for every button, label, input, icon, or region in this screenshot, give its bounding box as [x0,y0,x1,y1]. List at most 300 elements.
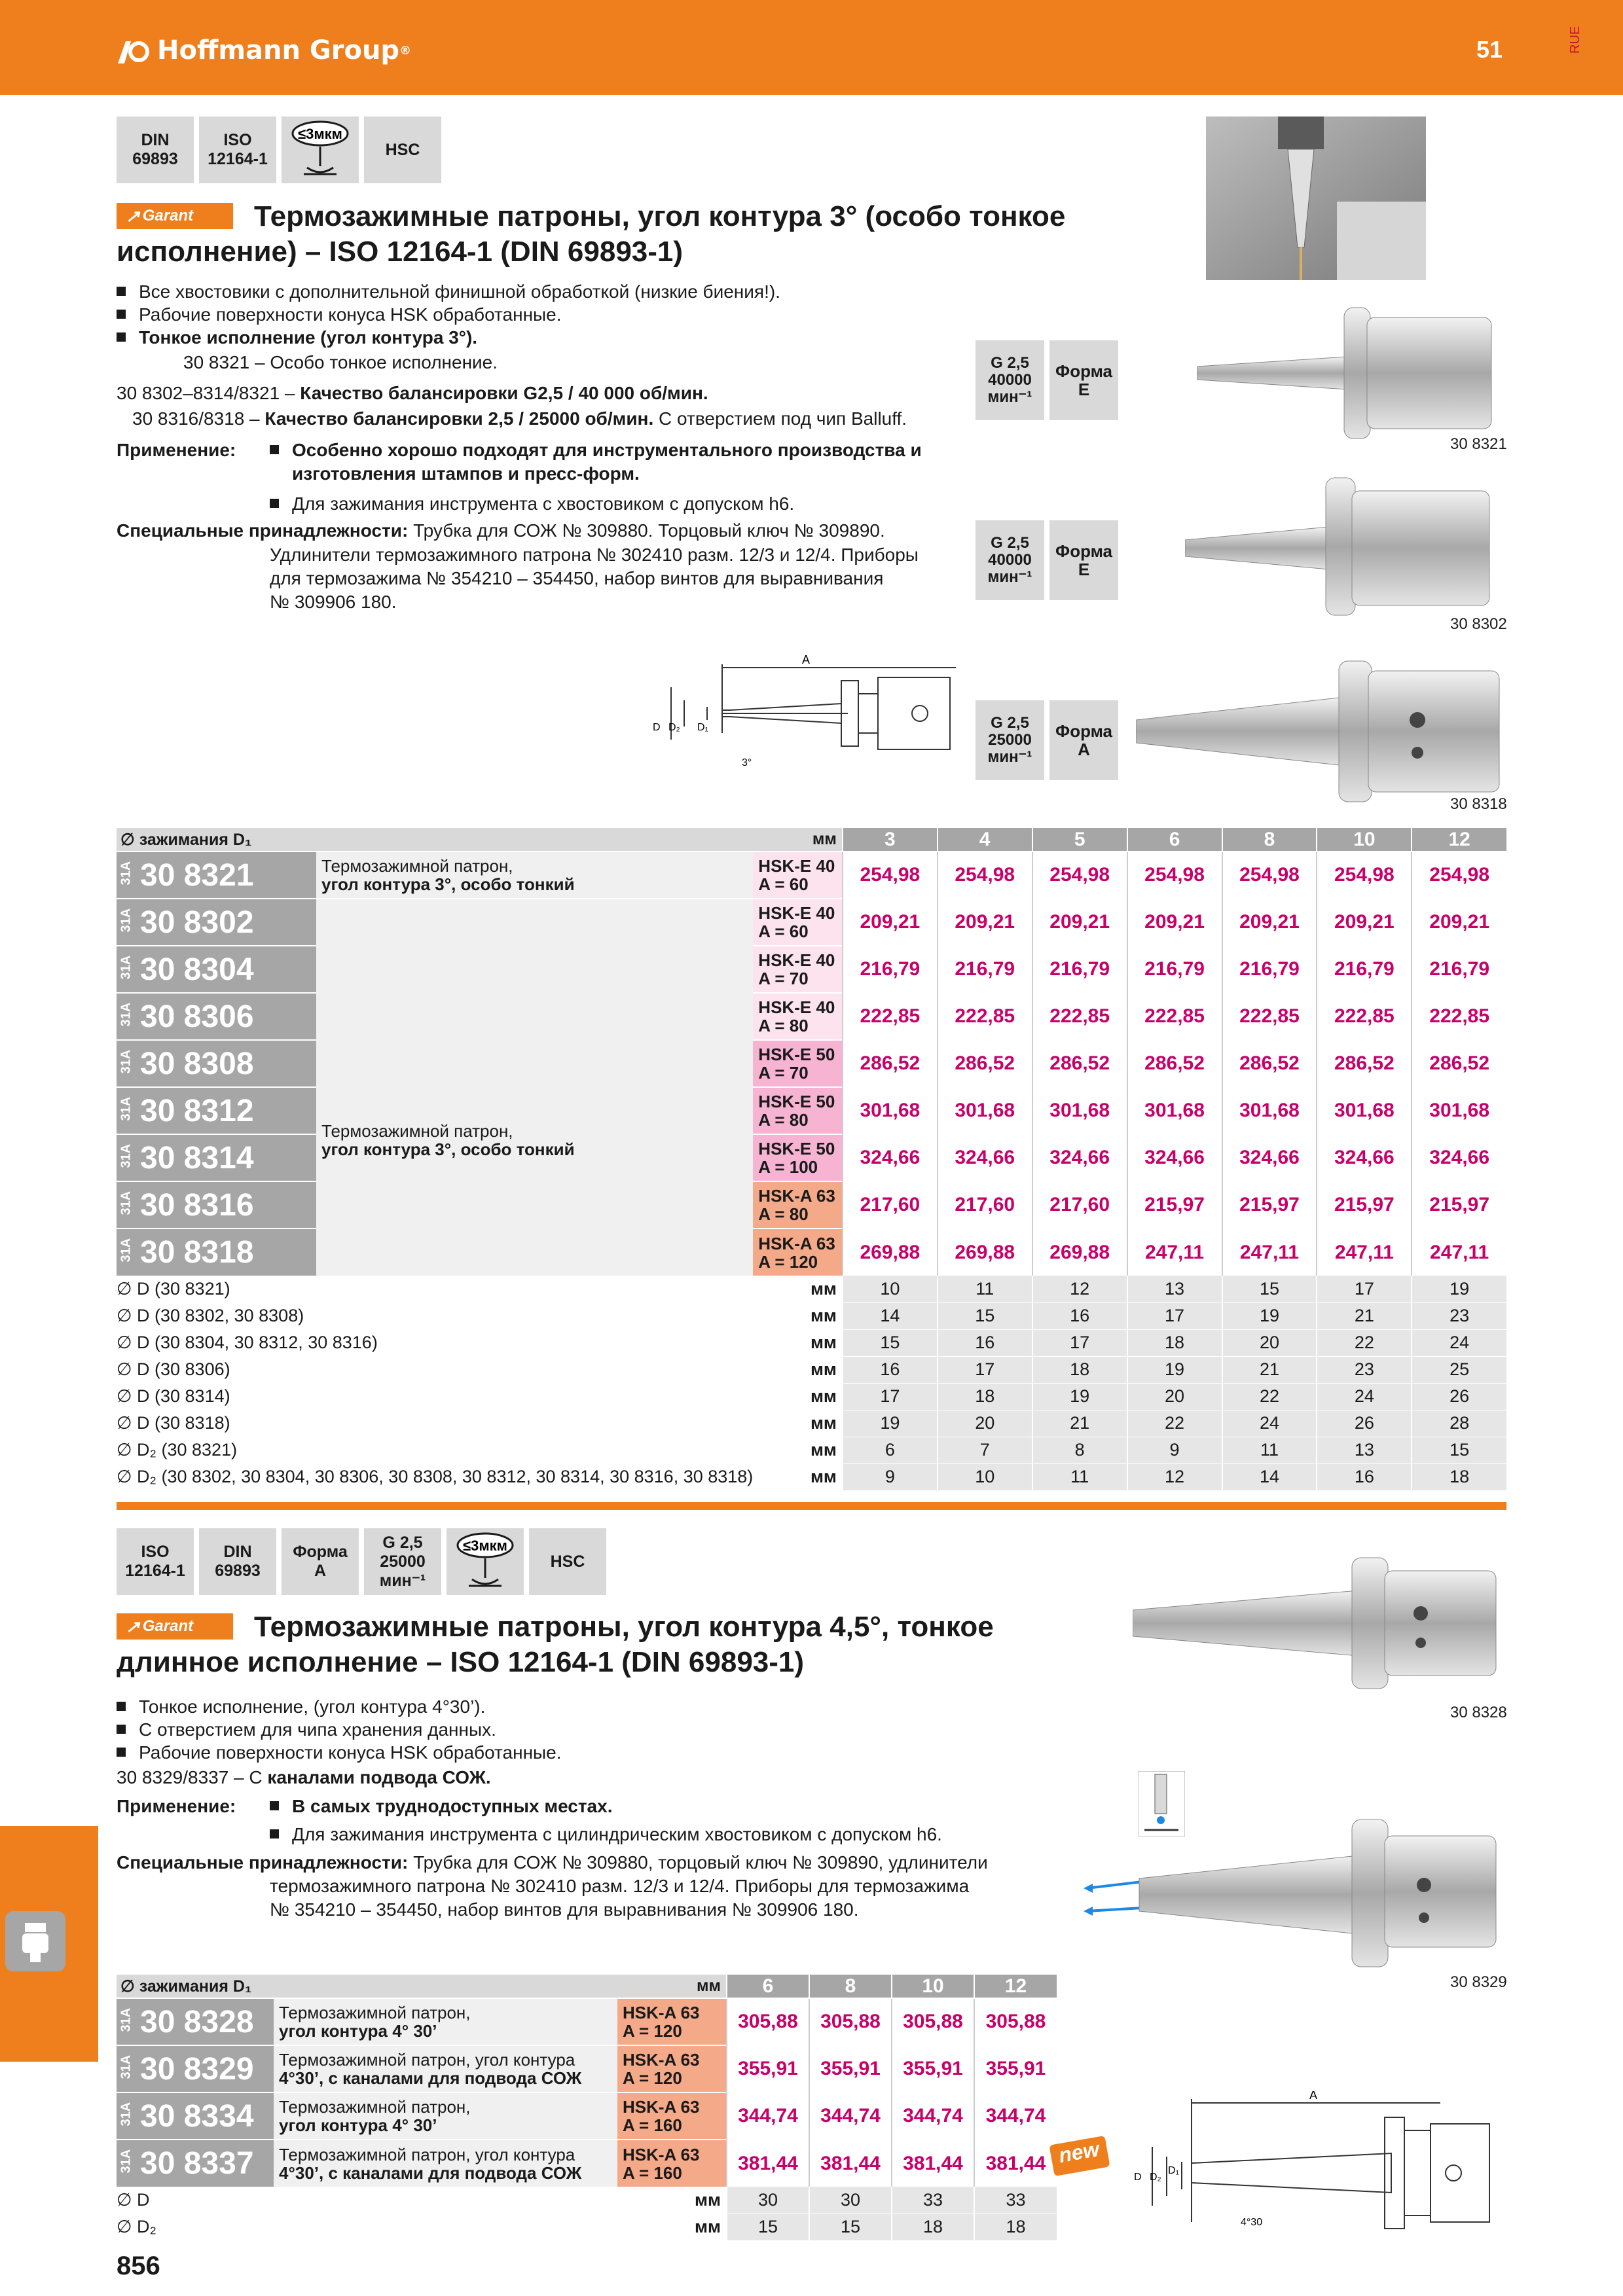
dimension-label: ∅ D [117,2187,617,2214]
price-cell[interactable]: 222,85 [843,993,938,1040]
article-number[interactable]: 31A 30 8318 [117,1229,316,1276]
price-cell[interactable]: 344,74 [727,2092,809,2140]
badge-din: DIN 69893 [117,117,194,183]
unit-label: мм [753,1410,843,1437]
dimension-label: ∅ D (30 8304, 30 8312, 30 8316) [117,1329,753,1356]
price-cell[interactable]: 247,11 [1412,1229,1506,1276]
unit-label: мм [753,828,843,852]
price-cell[interactable]: 216,79 [1032,946,1127,993]
dimension-value: 33 [892,2187,974,2214]
table-row[interactable] [117,2140,1057,2187]
price-cell[interactable]: 222,85 [1222,993,1317,1040]
price-cell[interactable]: 301,68 [1032,1087,1127,1134]
dimension-value: 30 [809,2187,892,2214]
badge-iso-2: ISO 12164-1 [117,1528,194,1595]
image-caption-308329: 30 8329 [1450,1973,1507,1991]
price-cell[interactable]: 254,98 [1127,852,1222,899]
price-cell[interactable]: 209,21 [938,899,1032,946]
hsk-size: HSK-E 50 A = 80 [753,1087,843,1134]
page-number: 51 [1476,36,1503,63]
dimension-value: 11 [1032,1463,1127,1490]
dimension-row [117,2187,1057,2214]
dimension-value: 19 [843,1410,938,1437]
s1-balance-1: 30 8302–8314/8321 – Качество балансировки G2,5 / 40 000 об/мин. [117,383,708,403]
table-row[interactable] [117,2092,1057,2140]
badge-hsc-2: HSC [529,1528,606,1595]
dimension-label: ∅ D (30 8318) [117,1410,753,1437]
chuck-image-308328 [1133,1554,1506,1692]
price-cell[interactable]: 216,79 [1127,946,1222,993]
dimension-row [117,1463,1506,1490]
s1-application-label: Применение: [117,440,236,460]
dimension-value: 19 [1412,1276,1506,1302]
unit-label: мм [753,1463,843,1490]
dimension-value: 20 [1127,1383,1222,1410]
article-number[interactable]: 31A 30 8312 [117,1087,316,1134]
dimension-label: ∅ D (30 8302, 30 8308) [117,1302,753,1329]
form-box-1: Форма E [1049,340,1118,420]
price-cell[interactable]: 216,79 [843,946,938,993]
hsk-size: HSK-A 63 A = 120 [617,1998,727,2045]
price-table-1 [117,828,1506,1491]
s2-application-2: Для зажимания инструмента с цилиндрическим хвостовиком с допуском h6. [270,1823,942,1846]
chuck-image-308318 [1136,655,1509,808]
dimension-value: 19 [1222,1302,1317,1329]
column-header: 10 [892,1975,974,1998]
dimension-value: 14 [1222,1463,1317,1490]
price-cell[interactable]: 344,74 [974,2092,1057,2140]
svg-text:A: A [1309,2091,1318,2102]
column-header: 6 [1127,828,1222,852]
runout-icon [452,1532,518,1591]
price-cell[interactable]: 301,68 [843,1087,938,1134]
dimension-row [117,1437,1506,1463]
price-cell[interactable]: 286,52 [843,1040,938,1087]
chuck-image-308329 [1084,1813,1506,1973]
dimension-value: 28 [1412,1410,1506,1437]
price-cell[interactable]: 355,91 [727,2045,809,2092]
price-cell[interactable]: 286,52 [1032,1040,1127,1087]
article-number[interactable]: 31A 30 8304 [117,946,316,993]
s2-accessories-l1: Специальные принадлежности: Трубка для СОЖ № 309880, торцовый ключ № 309890, удлинители [117,1852,988,1873]
new-badge: new [1049,2136,1110,2176]
article-number[interactable]: 31A 30 8306 [117,993,316,1040]
table-header-row [117,828,1506,852]
hsk-size: HSK-E 50 A = 100 [753,1134,843,1181]
price-cell[interactable]: 344,74 [892,2092,974,2140]
dimension-value: 9 [1127,1437,1222,1463]
column-header: 8 [809,1975,892,1998]
article-number[interactable]: 31A 30 8316 [117,1181,316,1229]
price-cell[interactable]: 254,98 [1032,852,1127,899]
garant-logo-icon: ↗ [126,1616,140,1636]
svg-text:D₁: D₁ [1168,2165,1179,2176]
column-header: 5 [1032,828,1127,852]
section1-title-l1: Термозажимные патроны, угол контура 3° (особо тонкое [254,200,1066,232]
section1-title-l2: исполнение) – ISO 12164-1 (DIN 69893-1) [117,236,684,268]
table-row[interactable] [117,1998,1057,2045]
image-caption-308302: 30 8302 [1450,615,1507,633]
price-cell[interactable]: 286,52 [938,1040,1032,1087]
dimension-value: 17 [938,1356,1032,1383]
svg-text:D: D [1134,2172,1142,2183]
table-row[interactable] [117,899,1506,946]
brand-logo[interactable]: Hoffmann Group ® [117,34,411,67]
price-cell[interactable]: 344,74 [809,2092,892,2140]
clamp-diameter-label: ∅ зажимания D₁ [117,828,753,852]
column-header: 12 [974,1975,1057,1998]
dimension-value: 17 [1127,1302,1222,1329]
form-box-2: Форма E [1049,520,1118,600]
dimension-value: 33 [974,2187,1057,2214]
badge-g25-2: G 2,5 25000 мин⁻¹ [364,1528,441,1595]
dimension-value: 16 [938,1329,1032,1356]
price-cell[interactable]: 222,85 [1032,993,1127,1040]
language-code: RUE [1568,26,1582,54]
hsk-size: HSK-A 63 A = 120 [617,2045,727,2092]
price-cell[interactable]: 355,91 [809,2045,892,2092]
svg-text:3°: 3° [742,757,752,768]
brand-name: Hoffmann Group [157,35,400,65]
s1-accessories-l4: № 309906 180. [270,592,397,612]
dimension-value: 19 [1127,1356,1222,1383]
svg-text:A: A [802,653,811,666]
price-cell[interactable]: 286,52 [1412,1040,1506,1087]
dimension-label: ∅ D (30 8314) [117,1383,753,1410]
dimension-value: 6 [843,1437,938,1463]
price-cell[interactable]: 209,21 [843,899,938,946]
dimension-value: 12 [1127,1463,1222,1490]
technical-drawing-2 [1126,2091,1506,2251]
price-cell[interactable]: 324,66 [1222,1134,1317,1181]
price-cell[interactable]: 216,79 [1412,946,1506,993]
section2-title-l2: длинное исполнение – ISO 12164-1 (DIN 69893-1) [117,1646,805,1678]
dimension-row [117,1356,1506,1383]
article-number[interactable]: 31A 30 8329 [117,2045,274,2092]
table-row[interactable] [117,2045,1057,2092]
dimension-row [117,2214,1057,2240]
dimension-row [117,1329,1506,1356]
price-cell[interactable]: 209,21 [1127,899,1222,946]
price-cell[interactable]: 222,85 [938,993,1032,1040]
badge-hsc: HSC [364,117,441,183]
dimension-value: 24 [1317,1383,1412,1410]
s1-accessories-l3: для термозажима № 354210 – 354450, набор винтов для выравнивания [270,568,884,588]
section-divider [117,1502,1506,1510]
price-cell[interactable]: 286,52 [1317,1040,1412,1087]
price-cell[interactable]: 254,98 [938,852,1032,899]
price-cell[interactable]: 324,66 [843,1134,938,1181]
dimension-value: 13 [1317,1437,1412,1463]
unit-label: мм [753,1302,843,1329]
dimension-value: 25 [1412,1356,1506,1383]
dimension-label: ∅ D (30 8321) [117,1276,753,1302]
row-description: Термозажимной патрон, угол контура 4° 30’ [274,2092,617,2140]
dimension-value: 15 [1222,1276,1317,1302]
row-description: Термозажимной патрон, угол контура 4°30’, с каналами для подвода СОЖ [274,2140,617,2187]
hsk-size: HSK-E 40 A = 60 [753,899,843,946]
dimension-value: 24 [1222,1410,1317,1437]
dimension-value: 18 [1412,1463,1506,1490]
dimension-value: 16 [1032,1302,1127,1329]
price-cell[interactable]: 247,11 [1222,1229,1317,1276]
s1-bullet-3: Тонкое исполнение (угол контура 3°). [117,326,477,349]
garant-brand-2: ↗ Garant [117,1613,233,1640]
balance-box-2: G 2,5 40000 мин⁻¹ [976,520,1044,600]
table-row[interactable] [117,852,1506,899]
column-header: 12 [1412,828,1506,852]
column-header: 6 [727,1975,809,1998]
price-cell[interactable]: 254,98 [1222,852,1317,899]
article-number[interactable]: 31A 30 8328 [117,1998,274,2045]
dimension-value: 11 [1222,1437,1317,1463]
s1-bullet-1: Все хвостовики с дополнительной финишной обработкой (низкие биения!). [117,280,780,303]
price-cell[interactable]: 216,79 [1222,946,1317,993]
badge-iso: ISO 12164-1 [199,117,276,183]
price-cell[interactable]: 215,97 [1412,1181,1506,1229]
article-number[interactable]: 31A 30 8308 [117,1040,316,1087]
price-cell[interactable]: 355,91 [974,2045,1057,2092]
svg-text:≤3мкм: ≤3мкм [298,126,342,142]
dimension-value: 7 [938,1437,1032,1463]
balance-box-1: G 2,5 40000 мин⁻¹ [976,340,1044,420]
dimension-value: 8 [1032,1437,1127,1463]
dimension-value: 15 [809,2214,892,2240]
price-cell[interactable]: 216,79 [1317,946,1412,993]
price-cell[interactable]: 254,98 [1412,852,1506,899]
svg-text:D₁: D₁ [697,722,708,733]
svg-text:≤3мкм: ≤3мкм [463,1537,507,1554]
hsk-size: HSK-A 63 A = 160 [617,2140,727,2187]
price-cell[interactable]: 305,88 [727,1998,809,2045]
dimension-value: 21 [1032,1410,1127,1437]
article-number[interactable]: 31A 30 8314 [117,1134,316,1181]
s1-application-2: Для зажимания инструмента с хвостовиком с допуском h6. [270,492,794,515]
price-cell[interactable]: 381,44 [974,2140,1057,2187]
dimension-value: 22 [1222,1383,1317,1410]
price-cell[interactable]: 216,79 [938,946,1032,993]
price-cell[interactable]: 269,88 [938,1229,1032,1276]
article-number[interactable]: 31A 30 8321 [117,852,316,899]
s1-accessories-l1: Специальные принадлежности: Трубка для СОЖ № 309880. Торцовый ключ № 309890. [117,520,885,541]
price-cell[interactable]: 222,85 [1317,993,1412,1040]
price-cell[interactable]: 254,98 [1317,852,1412,899]
dimension-value: 17 [843,1383,938,1410]
unit-label: мм [617,1975,727,1998]
garant-logo-icon: ↗ [126,206,140,226]
dimension-value: 16 [843,1356,938,1383]
s1-bullet-2: Рабочие поверхности конуса HSK обработанные. [117,303,562,326]
dimension-value: 21 [1222,1356,1317,1383]
technical-drawing-1 [645,648,992,812]
price-cell[interactable]: 217,60 [1032,1181,1127,1229]
dimension-value: 18 [974,2214,1057,2240]
garant-brand: ↗ Garant [117,203,233,229]
price-cell[interactable]: 324,66 [1317,1134,1412,1181]
hsk-size: HSK-E 40 A = 60 [753,852,843,899]
price-cell[interactable]: 222,85 [1412,993,1506,1040]
price-cell[interactable]: 247,11 [1317,1229,1412,1276]
dimension-value: 26 [1317,1410,1412,1437]
dimension-value: 11 [938,1276,1032,1302]
s2-bullet-1: Тонкое исполнение, (угол контура 4°30’). [117,1695,485,1718]
svg-text:4°30: 4°30 [1241,2217,1263,2228]
price-cell[interactable]: 269,88 [1032,1229,1127,1276]
image-caption-308321: 30 8321 [1450,435,1507,453]
price-cell[interactable]: 254,98 [843,852,938,899]
hsk-size: HSK-A 63 A = 120 [753,1229,843,1276]
price-cell[interactable]: 301,68 [938,1087,1032,1134]
price-cell[interactable]: 301,68 [1412,1087,1506,1134]
hsk-size: HSK-A 63 A = 160 [617,2092,727,2140]
form-box-3: Форма A [1049,700,1118,780]
dimension-value: 15 [843,1329,938,1356]
dimension-value: 17 [1032,1329,1127,1356]
price-cell[interactable]: 305,88 [809,1998,892,2045]
svg-text:D₂: D₂ [668,722,680,733]
price-cell[interactable]: 324,66 [938,1134,1032,1181]
badge-din-2: DIN 69893 [199,1528,276,1595]
column-header: 8 [1222,828,1317,852]
price-cell[interactable]: 222,85 [1127,993,1222,1040]
dimension-value: 18 [1127,1329,1222,1356]
price-cell[interactable]: 324,66 [1127,1134,1222,1181]
hsk-size: HSK-E 40 A = 70 [753,946,843,993]
price-cell[interactable]: 247,11 [1127,1229,1222,1276]
price-cell[interactable]: 381,44 [809,2140,892,2187]
price-cell[interactable]: 286,52 [1222,1040,1317,1087]
price-cell[interactable]: 324,66 [1032,1134,1127,1181]
dimension-value: 13 [1127,1276,1222,1302]
column-header: 4 [938,828,1032,852]
image-caption-308318: 30 8318 [1450,795,1507,813]
price-cell[interactable]: 324,66 [1412,1134,1506,1181]
price-cell[interactable]: 305,88 [892,1998,974,2045]
balance-box-3: G 2,5 25000 мин⁻¹ [976,700,1044,780]
price-cell[interactable]: 301,68 [1317,1087,1412,1134]
s2-bullet-3: Рабочие поверхности конуса HSK обработанные. [117,1741,562,1764]
table-header-row [117,1975,1057,1998]
price-cell[interactable]: 305,88 [974,1998,1057,2045]
hsk-size: HSK-E 40 A = 80 [753,993,843,1040]
article-number[interactable]: 31A 30 8302 [117,899,316,946]
unit-label: мм [753,1276,843,1302]
dimension-label: ∅ D₂ (30 8321) [117,1437,753,1463]
unit-label: мм [617,2214,727,2240]
dimension-value: 21 [1317,1302,1412,1329]
clamp-diameter-label: ∅ зажимания D₁ [117,1975,617,1998]
dimension-row [117,1383,1506,1410]
dimension-value: 19 [1032,1383,1127,1410]
s2-coolant-note: 30 8329/8337 – С каналами подвода СОЖ. [117,1767,491,1787]
price-cell[interactable]: 209,21 [1412,899,1506,946]
dimension-value: 10 [843,1276,938,1302]
hsk-size: HSK-E 50 A = 70 [753,1040,843,1087]
price-cell[interactable]: 301,68 [1222,1087,1317,1134]
dimension-value: 15 [1412,1437,1506,1463]
dimension-value: 20 [938,1410,1032,1437]
dimension-value: 18 [1032,1356,1127,1383]
column-header: 10 [1317,828,1412,852]
price-cell[interactable]: 286,52 [1127,1040,1222,1087]
s2-application-1: В самых труднодоступных местах. [270,1795,612,1818]
section2-title-l1: Термозажимные патроны, угол контура 4,5°, тонкое [254,1611,994,1643]
chuck-image-308302 [1185,471,1506,622]
runout-icon [287,120,353,179]
dimension-label: ∅ D₂ (30 8302, 30 8304, 30 8306, 30 8308, 30 8312, 30 8314, 30 8316, 30 8318) [117,1463,753,1490]
unit-label: мм [753,1329,843,1356]
row-description-group: Термозажимной патрон, угол контура 3°, особо тонкий [316,899,753,1276]
s1-balance-2: 30 8316/8318 – Качество балансировки 2,5 / 25000 об/мин. С отверстием под чип Balluff. [132,408,907,429]
dimension-value: 24 [1412,1329,1506,1356]
dimension-value: 15 [938,1302,1032,1329]
dimension-value: 18 [938,1383,1032,1410]
s1-application-1b: изготовления штампов и пресс-форм. [292,463,640,484]
price-cell[interactable]: 215,97 [1127,1181,1222,1229]
price-cell[interactable]: 269,88 [843,1229,938,1276]
dimension-value: 23 [1412,1302,1506,1329]
footer-page-number: 856 [117,2251,160,2280]
image-caption-308328: 30 8328 [1450,1704,1507,1721]
dimension-value: 16 [1317,1463,1412,1490]
article-number[interactable]: 31A 30 8337 [117,2140,274,2187]
dimension-value: 12 [1032,1276,1127,1302]
price-cell[interactable]: 215,97 [1317,1181,1412,1229]
dimension-value: 26 [1412,1383,1506,1410]
dimension-value: 22 [1317,1329,1412,1356]
dimension-row [117,1276,1506,1302]
row-description: Термозажимной патрон, угол контура 4° 30’ [274,1998,617,2045]
section2-badges [117,1528,606,1595]
price-cell[interactable]: 217,60 [938,1181,1032,1229]
price-cell[interactable]: 381,44 [892,2140,974,2187]
price-cell[interactable]: 217,60 [843,1181,938,1229]
price-cell[interactable]: 355,91 [892,2045,974,2092]
s2-application-label: Применение: [117,1796,236,1816]
price-cell[interactable]: 209,21 [1317,899,1412,946]
dimension-label: ∅ D (30 8306) [117,1356,753,1383]
hoffmann-logo-icon [117,36,151,65]
dimension-value: 18 [892,2214,974,2240]
dimension-value: 9 [843,1463,938,1490]
unit-label: мм [617,2187,727,2214]
s1-note-8321: 30 8321 – Особо тонкое исполнение. [183,352,498,372]
chuck-category-icon [5,1911,65,1971]
unit-label: мм [753,1356,843,1383]
price-cell[interactable]: 209,21 [1032,899,1127,946]
dimension-value: 10 [938,1463,1032,1490]
article-number[interactable]: 31A 30 8334 [117,2092,274,2140]
price-cell[interactable]: 381,44 [727,2140,809,2187]
product-photo-machining [1206,117,1426,280]
dimension-value: 23 [1317,1356,1412,1383]
badge-runout [282,117,359,183]
price-table-2 [117,1975,1057,2241]
unit-label: мм [753,1383,843,1410]
hsk-size: HSK-A 63 A = 80 [753,1181,843,1229]
dimension-value: 17 [1317,1276,1412,1302]
dimension-value: 14 [843,1302,938,1329]
column-header: 3 [843,828,938,852]
s1-accessories-l2: Удлинители термозажимного патрона № 302410 разм. 12/3 и 12/4. Приборы [270,545,919,565]
section1-badges [117,117,441,183]
s2-bullet-2: С отверстием для чипа хранения данных. [117,1718,496,1741]
price-cell[interactable]: 301,68 [1127,1087,1222,1134]
price-cell[interactable]: 209,21 [1222,899,1317,946]
price-cell[interactable]: 215,97 [1222,1181,1317,1229]
row-description: Термозажимной патрон, угол контура 3°, особо тонкий [316,852,753,899]
chuck-image-308321 [1197,298,1504,448]
